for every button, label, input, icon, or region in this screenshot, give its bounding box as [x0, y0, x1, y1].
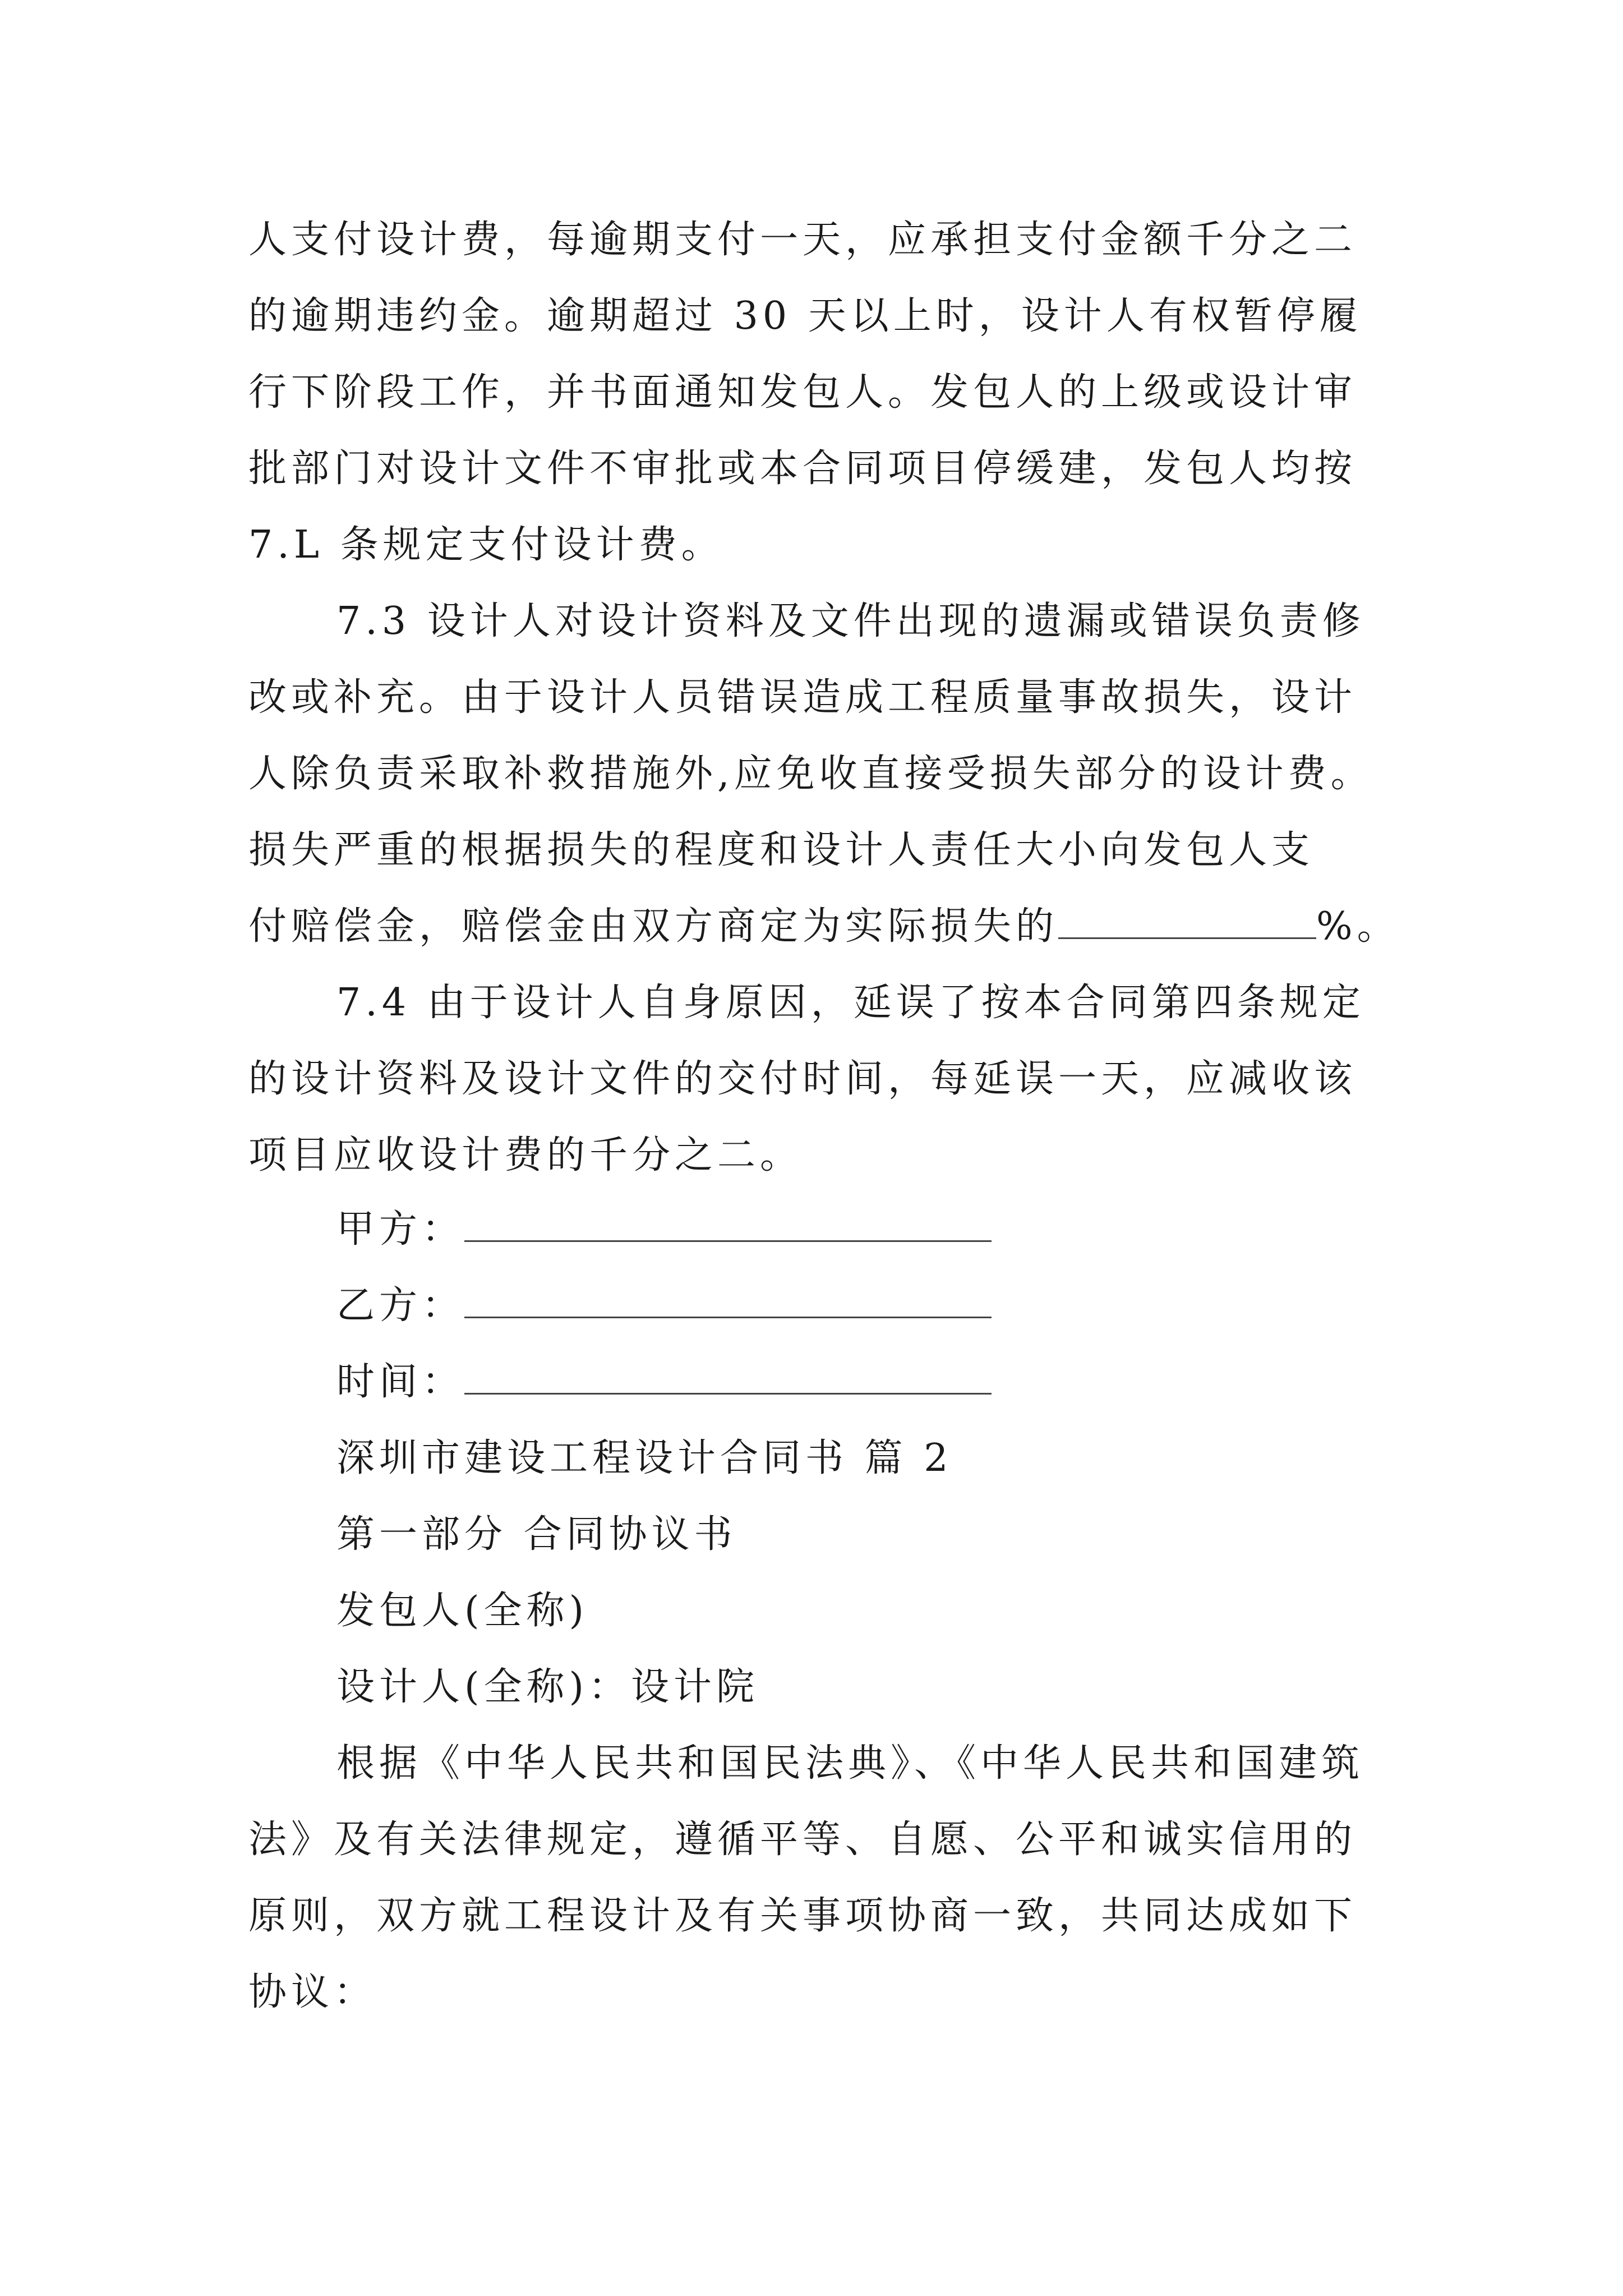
text-line: 改或补充。由于设计人员错误造成工程质量事故损失，设计 — [248, 675, 1357, 720]
text-line-with-blank — [248, 889, 1400, 965]
party-a-label: 甲方： — [336, 1207, 465, 1251]
clause-7-4-first-line: 7.4 由于设计人自身原因，延误了按本合同第四条规定 — [336, 981, 1365, 1025]
text-line: 损失严重的根据损失的程度和设计人责任大小向发包人支 — [248, 828, 1315, 872]
party-a-blank — [464, 1207, 992, 1242]
text-line: 行下阶段工作，并书面通知发包人。发包人的上级或设计审 — [248, 370, 1357, 415]
text-line: 人支付设计费，每逾期支付一天，应承担支付金额千分之二 — [248, 218, 1357, 262]
text-line: 7.L 条规定支付设计费。 — [248, 523, 724, 567]
text-line: 的逾期违约金。逾期超过 30 天以上时，设计人有权暂停履 — [248, 294, 1362, 338]
party-a-signature-line — [336, 1191, 992, 1268]
text-line: 协议： — [248, 1970, 377, 2014]
section-heading: 深圳市建设工程设计合同书 篇 2 — [336, 1436, 953, 1480]
employer-line: 发包人(全称) — [336, 1589, 589, 1633]
date-signature-line — [336, 1344, 992, 1420]
percent-sign: %。 — [1316, 904, 1400, 949]
party-b-blank — [464, 1283, 992, 1318]
text-line: 人除负责采取补救措施外,应免收直接受损失部分的设计费。 — [248, 752, 1373, 796]
party-b-label: 乙方： — [336, 1283, 465, 1328]
text-line: 的设计资料及设计文件的交付时间，每延误一天，应减收该 — [248, 1057, 1357, 1101]
party-b-signature-line — [336, 1268, 992, 1344]
percent-blank — [1058, 904, 1316, 939]
date-label: 时间： — [336, 1360, 465, 1404]
clause-7-3-first-line: 7.3 设计人对设计资料及文件出现的遗漏或错误负责修 — [336, 599, 1365, 643]
designer-line: 设计人(全称)：设计院 — [336, 1665, 759, 1709]
text-line: 批部门对设计文件不审批或本合同项目停缓建，发包人均按 — [248, 447, 1357, 491]
text-line: 项目应收设计费的千分之二。 — [248, 1133, 803, 1177]
text-segment: 付赔偿金，赔偿金由双方商定为实际损失的 — [248, 904, 1059, 949]
text-line: 原则，双方就工程设计及有关事项协商一致，共同达成如下 — [248, 1894, 1357, 1938]
date-blank — [464, 1359, 992, 1395]
part-heading: 第一部分 合同协议书 — [336, 1512, 737, 1557]
text-line: 法》及有关法律规定，遵循平等、自愿、公平和诚实信用的 — [248, 1818, 1357, 1862]
agreement-paragraph-first-line: 根据《中华人民共和国民法典》、《中华人民共和国建筑 — [336, 1741, 1364, 1786]
